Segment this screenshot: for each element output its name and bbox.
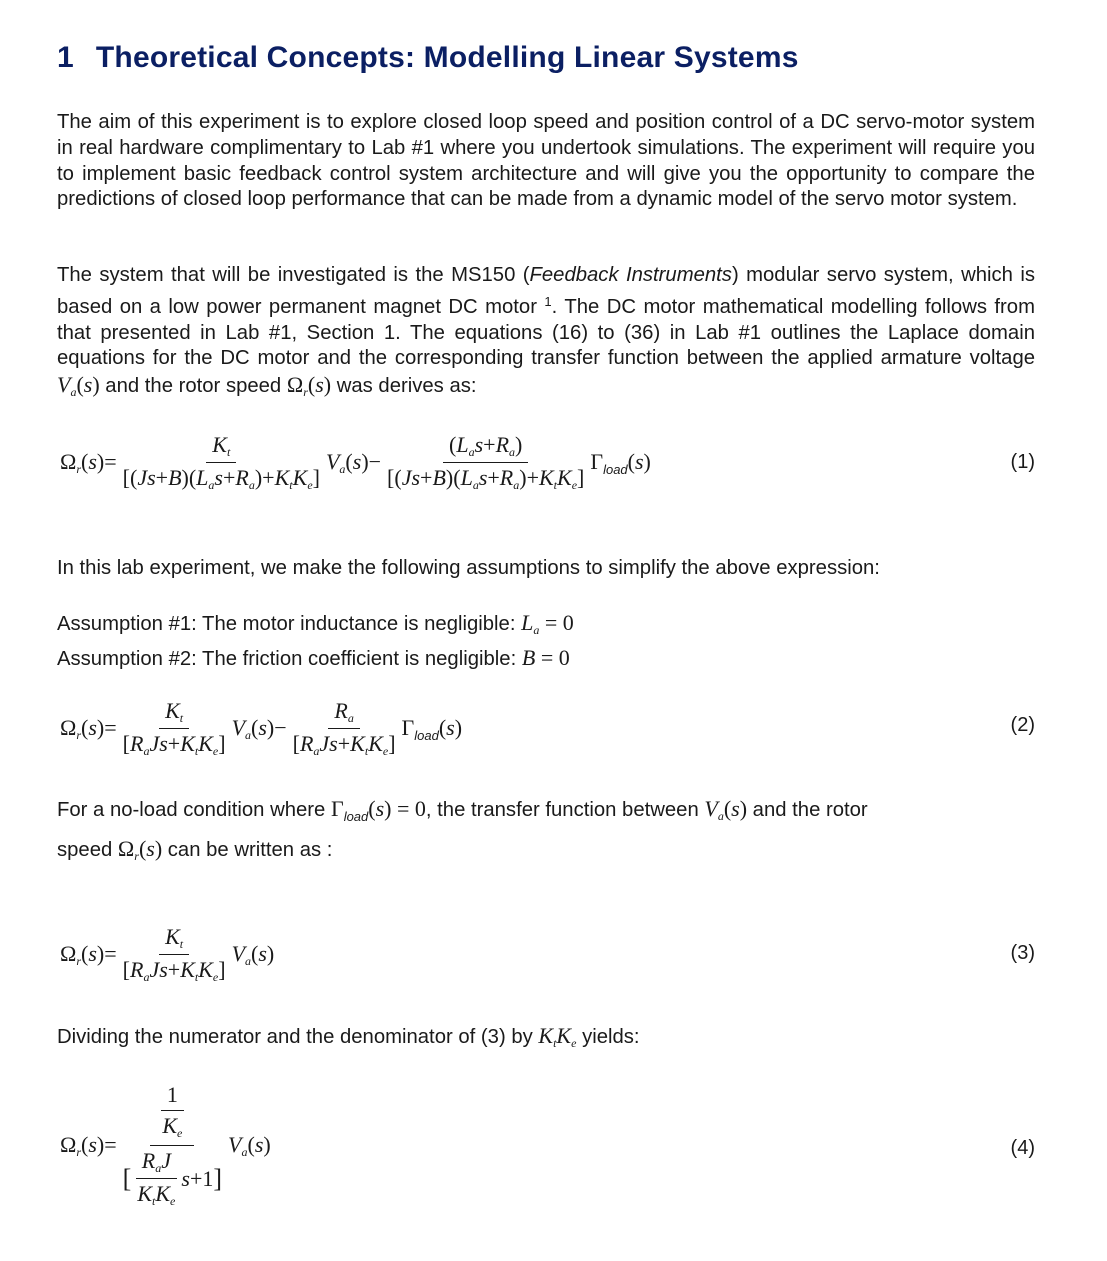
math-va-2: $V_a(s)$ bbox=[704, 796, 748, 823]
paragraph-assumptions-intro: In this lab experiment, we make the following assumptions to simplify the above expression: bbox=[57, 557, 880, 579]
section-number: 1 bbox=[57, 41, 74, 74]
paragraph-no-load: For a no-load condition where $\Gamma_{load}(s) = 0$, the transfer function between $V_a(s)$ and the rotor bbox=[57, 796, 868, 824]
equation-number-3: (3) bbox=[1010, 942, 1035, 964]
section-title: Theoretical Concepts: Modelling Linear Systems bbox=[95, 41, 799, 74]
assumption-1: Assumption #1: The motor inductance is negligible: $L_a = 0$ bbox=[57, 610, 574, 637]
equation-number-2: (2) bbox=[1010, 714, 1035, 736]
equation-1: $\Omega_r(s)=$ $\frac{K_t}{[(Js+B)(L_as+R_a)+K_tK_e]}$ $V_a(s)-$ $\frac{(L_as+R_a)}{[(Js+B)(L_as+R_a)+K_tK_e]}$ $\Gamma_{load}(s)$ bbox=[60, 432, 651, 492]
section-heading bbox=[57, 41, 799, 75]
equation-number-4: (4) bbox=[1010, 1137, 1035, 1159]
equation-number-1: (1) bbox=[1010, 451, 1035, 473]
paragraph-system: The system that will be investigated is the MS150 (Feedback Instruments) modular servo system, which is based on a low power permanent magnet DC motor $^1$. The DC motor mathematical modelling follows from that presented in Lab #1, Section 1. The equations (16) to (36) in Lab #1 outlines the Laplace domain equations for the DC motor and the corresponding transfer function between the applied armature voltage $V_a(s)$ and the rotor speed $\Omega_r(s)$ was derives as: bbox=[57, 264, 1035, 400]
equation-4: $\Omega_r(s)=$ $\frac{1}{K_e}$ [ $\frac{R_aJ}{K_tK_e}$ s+1 ] $V_a(s)$ bbox=[60, 1082, 271, 1208]
math-va: $V_a(s)$ bbox=[57, 372, 100, 400]
equation-3: $\Omega_r(s)=$ $\frac{K_t}{[R_aJs+K_tK_e]}$ $V_a(s)$ bbox=[60, 924, 275, 984]
paragraph-aim: The aim of this experiment is to explore closed loop speed and position control of a DC servo-motor system in real hardware complimentary to Lab #1 where you undertook simulations. The experiment will require you to implement basic feedback control system architecture and will give you the opportunity to compare the predictions of closed loop performance that can be made from a dynamic model of the servo motor system. bbox=[57, 111, 1035, 211]
equation-2: $\Omega_r(s)=$ $\frac{K_t}{[R_aJs+K_tK_e]}$ $V_a(s)-$ $\frac{R_a}{[R_aJs+K_tK_e]}$ $\Gamma_{load}(s)$ bbox=[60, 698, 463, 758]
math-la-zero: $L_a = 0$ bbox=[521, 610, 574, 637]
math-omega: $\Omega_r(s)$ bbox=[286, 372, 332, 400]
math-b-zero: B = 0 bbox=[521, 645, 570, 670]
math-ktke: $K_tK_e$ bbox=[538, 1023, 577, 1050]
math-gamma-load-zero: $\Gamma_{load}(s) = 0$ bbox=[330, 796, 426, 824]
footnote-marker: 1 bbox=[544, 293, 552, 309]
assumption-2: Assumption #2: The friction coefficient is negligible: B = 0 bbox=[57, 645, 570, 670]
paragraph-no-load-cont: speed $\Omega_r(s)$ can be written as : bbox=[57, 836, 333, 863]
math-omega-2: $\Omega_r(s)$ bbox=[117, 836, 163, 863]
paragraph-dividing: Dividing the numerator and the denominator of (3) by $K_tK_e$ yields: bbox=[57, 1023, 640, 1050]
